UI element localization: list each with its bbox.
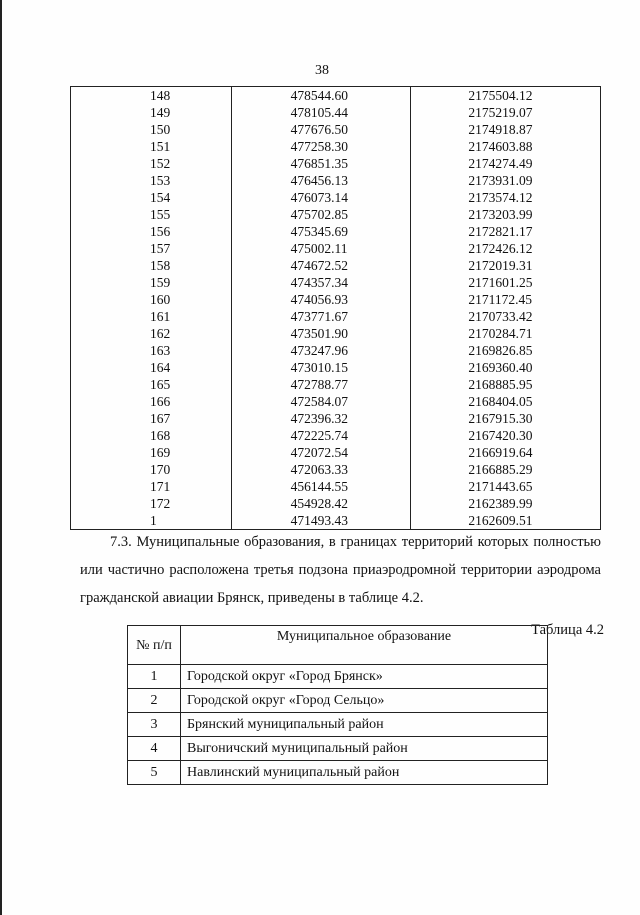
point-number: 165 — [71, 376, 232, 393]
x-coordinate: 472063.33 — [231, 461, 411, 478]
point-number: 157 — [71, 240, 232, 257]
x-coordinate: 478105.44 — [231, 104, 411, 121]
point-number: 149 — [71, 104, 232, 121]
y-coordinate: 2167420.30 — [411, 427, 601, 444]
point-number: 159 — [71, 274, 232, 291]
y-coordinate: 2175219.07 — [411, 104, 601, 121]
y-coordinate: 2162609.51 — [411, 512, 601, 530]
y-coordinate: 2173203.99 — [411, 206, 601, 223]
table-caption: Таблица 4.2 — [531, 622, 604, 638]
x-coordinate: 472788.77 — [231, 376, 411, 393]
y-coordinate: 2174918.87 — [411, 121, 601, 138]
municipality-number: 1 — [128, 665, 181, 689]
point-number: 169 — [71, 444, 232, 461]
y-coordinate: 2162389.99 — [411, 495, 601, 512]
y-coordinate: 2171443.65 — [411, 478, 601, 495]
y-coordinate: 2171172.45 — [411, 291, 601, 308]
municipality-name: Городской округ «Город Брянск» — [181, 665, 548, 689]
x-coordinate: 475345.69 — [231, 223, 411, 240]
coordinates-row — [71, 325, 601, 342]
municipalities-table-body — [128, 665, 548, 785]
page-number: 38 — [315, 63, 329, 78]
coordinates-row — [71, 478, 601, 495]
municipality-name: Городской округ «Город Сельцо» — [181, 689, 548, 713]
y-coordinate: 2170733.42 — [411, 308, 601, 325]
coordinates-table-body — [71, 87, 601, 530]
point-number: 158 — [71, 257, 232, 274]
point-number: 163 — [71, 342, 232, 359]
x-coordinate: 475702.85 — [231, 206, 411, 223]
coordinates-row — [71, 138, 601, 155]
coordinates-row — [71, 240, 601, 257]
coordinates-row — [71, 461, 601, 478]
x-coordinate: 472225.74 — [231, 427, 411, 444]
point-number: 152 — [71, 155, 232, 172]
point-number: 172 — [71, 495, 232, 512]
x-coordinate: 474056.93 — [231, 291, 411, 308]
coordinates-row — [71, 155, 601, 172]
header-number-label: № п/п — [136, 637, 172, 653]
y-coordinate: 2175504.12 — [411, 87, 601, 105]
x-coordinate: 476456.13 — [231, 172, 411, 189]
y-coordinate: 2170284.71 — [411, 325, 601, 342]
x-coordinate: 476073.14 — [231, 189, 411, 206]
municipality-number: 5 — [128, 761, 181, 785]
point-number: 161 — [71, 308, 232, 325]
y-coordinate: 2172821.17 — [411, 223, 601, 240]
municipalities-table — [127, 625, 548, 785]
coordinates-row — [71, 308, 601, 325]
coordinates-row — [71, 87, 601, 105]
coordinates-row — [71, 121, 601, 138]
y-coordinate: 2174274.49 — [411, 155, 601, 172]
x-coordinate: 473010.15 — [231, 359, 411, 376]
coordinates-row — [71, 172, 601, 189]
x-coordinate: 473501.90 — [231, 325, 411, 342]
header-number — [128, 626, 181, 665]
municipalities-header-row — [128, 626, 548, 665]
header-municipality: Муниципальное образование — [181, 626, 548, 665]
point-number: 155 — [71, 206, 232, 223]
coordinates-row — [71, 189, 601, 206]
municipality-number: 2 — [128, 689, 181, 713]
point-number: 1 — [71, 512, 232, 530]
point-number: 148 — [71, 87, 232, 105]
point-number: 170 — [71, 461, 232, 478]
coordinates-row — [71, 359, 601, 376]
x-coordinate: 473771.67 — [231, 308, 411, 325]
coordinates-row — [71, 427, 601, 444]
coordinates-row — [71, 512, 601, 530]
municipality-row — [128, 737, 548, 761]
municipality-row — [128, 665, 548, 689]
x-coordinate: 474672.52 — [231, 257, 411, 274]
point-number: 160 — [71, 291, 232, 308]
point-number: 156 — [71, 223, 232, 240]
coordinates-row — [71, 206, 601, 223]
x-coordinate: 478544.60 — [231, 87, 411, 105]
coordinates-row — [71, 104, 601, 121]
municipality-name: Брянский муниципальный район — [181, 713, 548, 737]
municipality-number: 4 — [128, 737, 181, 761]
y-coordinate: 2169360.40 — [411, 359, 601, 376]
x-coordinate: 456144.55 — [231, 478, 411, 495]
x-coordinate: 454928.42 — [231, 495, 411, 512]
point-number: 167 — [71, 410, 232, 427]
x-coordinate: 474357.34 — [231, 274, 411, 291]
x-coordinate: 472396.32 — [231, 410, 411, 427]
x-coordinate: 472072.54 — [231, 444, 411, 461]
x-coordinate: 477676.50 — [231, 121, 411, 138]
x-coordinate: 472584.07 — [231, 393, 411, 410]
y-coordinate: 2171601.25 — [411, 274, 601, 291]
municipality-row — [128, 689, 548, 713]
point-number: 166 — [71, 393, 232, 410]
y-coordinate: 2174603.88 — [411, 138, 601, 155]
coordinates-row — [71, 257, 601, 274]
point-number: 164 — [71, 359, 232, 376]
coordinates-row — [71, 223, 601, 240]
y-coordinate: 2173931.09 — [411, 172, 601, 189]
coordinates-row — [71, 410, 601, 427]
municipality-number: 3 — [128, 713, 181, 737]
coordinates-row — [71, 274, 601, 291]
y-coordinate: 2168885.95 — [411, 376, 601, 393]
x-coordinate: 476851.35 — [231, 155, 411, 172]
y-coordinate: 2173574.12 — [411, 189, 601, 206]
coordinates-row — [71, 444, 601, 461]
y-coordinate: 2169826.85 — [411, 342, 601, 359]
y-coordinate: 2166919.64 — [411, 444, 601, 461]
point-number: 168 — [71, 427, 232, 444]
x-coordinate: 471493.43 — [231, 512, 411, 530]
coordinates-row — [71, 291, 601, 308]
point-number: 171 — [71, 478, 232, 495]
municipality-name: Выгоничский муниципальный район — [181, 737, 548, 761]
municipality-name: Навлинский муниципальный район — [181, 761, 548, 785]
coordinates-table — [70, 86, 601, 530]
point-number: 154 — [71, 189, 232, 206]
point-number: 151 — [71, 138, 232, 155]
x-coordinate: 477258.30 — [231, 138, 411, 155]
coordinates-row — [71, 342, 601, 359]
municipality-row — [128, 713, 548, 737]
point-number: 150 — [71, 121, 232, 138]
y-coordinate: 2167915.30 — [411, 410, 601, 427]
y-coordinate: 2166885.29 — [411, 461, 601, 478]
x-coordinate: 475002.11 — [231, 240, 411, 257]
municipality-row — [128, 761, 548, 785]
section-7-3-paragraph: 7.3. Муниципальные образования, в границах территорий которых полностью или частично расположена третья подзона приаэродромной территории аэродрома гражданской авиации Брянск, приведены в таблице 4.2. — [80, 534, 601, 606]
point-number: 153 — [71, 172, 232, 189]
y-coordinate: 2172426.12 — [411, 240, 601, 257]
x-coordinate: 473247.96 — [231, 342, 411, 359]
point-number: 162 — [71, 325, 232, 342]
coordinates-row — [71, 393, 601, 410]
coordinates-row — [71, 495, 601, 512]
coordinates-row — [71, 376, 601, 393]
y-coordinate: 2172019.31 — [411, 257, 601, 274]
y-coordinate: 2168404.05 — [411, 393, 601, 410]
